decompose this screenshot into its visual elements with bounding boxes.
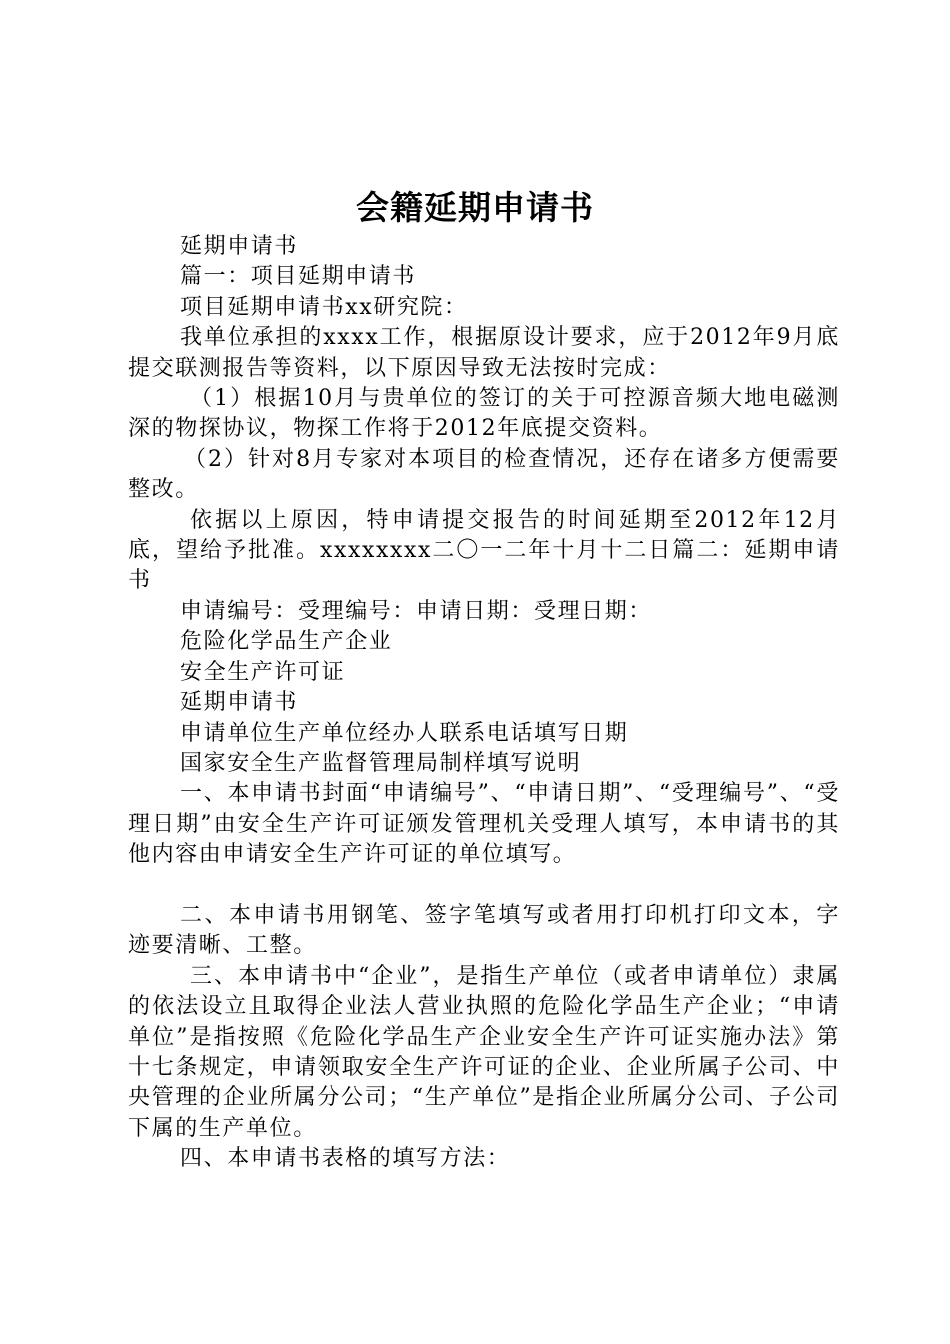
blank-line <box>128 871 840 901</box>
paragraph: 我单位承担的xxxx工作，根据原设计要求，应于2012年9月底提交联测报告等资料，以下原因导致无法按时完成： <box>128 325 840 381</box>
paragraph: 一、本申请书封面“申请编号”、“申请日期”、“受理编号”、“受理日期”由安全生产许可证颁发管理机关受理人填写，本申请书的其他内容由申请安全生产许可证的单位填写。 <box>128 781 840 868</box>
document-title: 会籍延期申请书 <box>356 188 594 227</box>
paragraph: （2）针对8月专家对本项目的检查情况，还存在诸多方便需要整改。 <box>128 446 840 503</box>
paragraph: 依据以上原因，特申请提交报告的时间延期至2012年12月底，望给予批准。xxxxxxxx二〇一二年十月十二日篇二：延期申请书 <box>128 507 840 594</box>
paragraph: 延期申请书 <box>180 690 299 716</box>
paragraph: 篇一：项目延期申请书 <box>180 264 417 290</box>
paragraph: 延期申请书 <box>180 234 299 259</box>
paragraph: 三、本申请书中“企业”，是指生产单位（或者申请单位）隶属的依法设立且取得企业法人营业执照的危险化学品生产企业；“申请单位”是指按照《危险化学品生产企业安全生产许可证实施办法》第十七条规定，申请领取安全生产许可证的企业、企业所属子公司、中央管理的企业所属分公司；“生产单位”是指企业所属分公司、子公司下属的生产单位。 <box>128 963 840 1141</box>
paragraph: 申请编号：受理编号：申请日期：受理日期： <box>180 598 653 624</box>
paragraph: 国家安全生产监督管理局制样填写说明 <box>180 750 582 776</box>
paragraph: 四、本申请书表格的填写方法： <box>180 1146 511 1172</box>
paragraph: 安全生产许可证 <box>180 659 346 685</box>
paragraph: 项目延期申请书xx研究院： <box>180 294 468 320</box>
document-body <box>128 232 840 1175</box>
paragraph: 危险化学品生产企业 <box>180 629 393 655</box>
paragraph: 二、本申请书用钢笔、签字笔填写或者用打印机打印文本，字迹要清晰、工整。 <box>128 902 840 959</box>
paragraph: 申请单位生产单位经办人联系电话填写日期 <box>180 720 629 746</box>
paragraph: （1）根据10月与贵单位的签订的关于可控源音频大地电磁测深的物探协议，物探工作将于2012年底提交资料。 <box>128 386 840 442</box>
